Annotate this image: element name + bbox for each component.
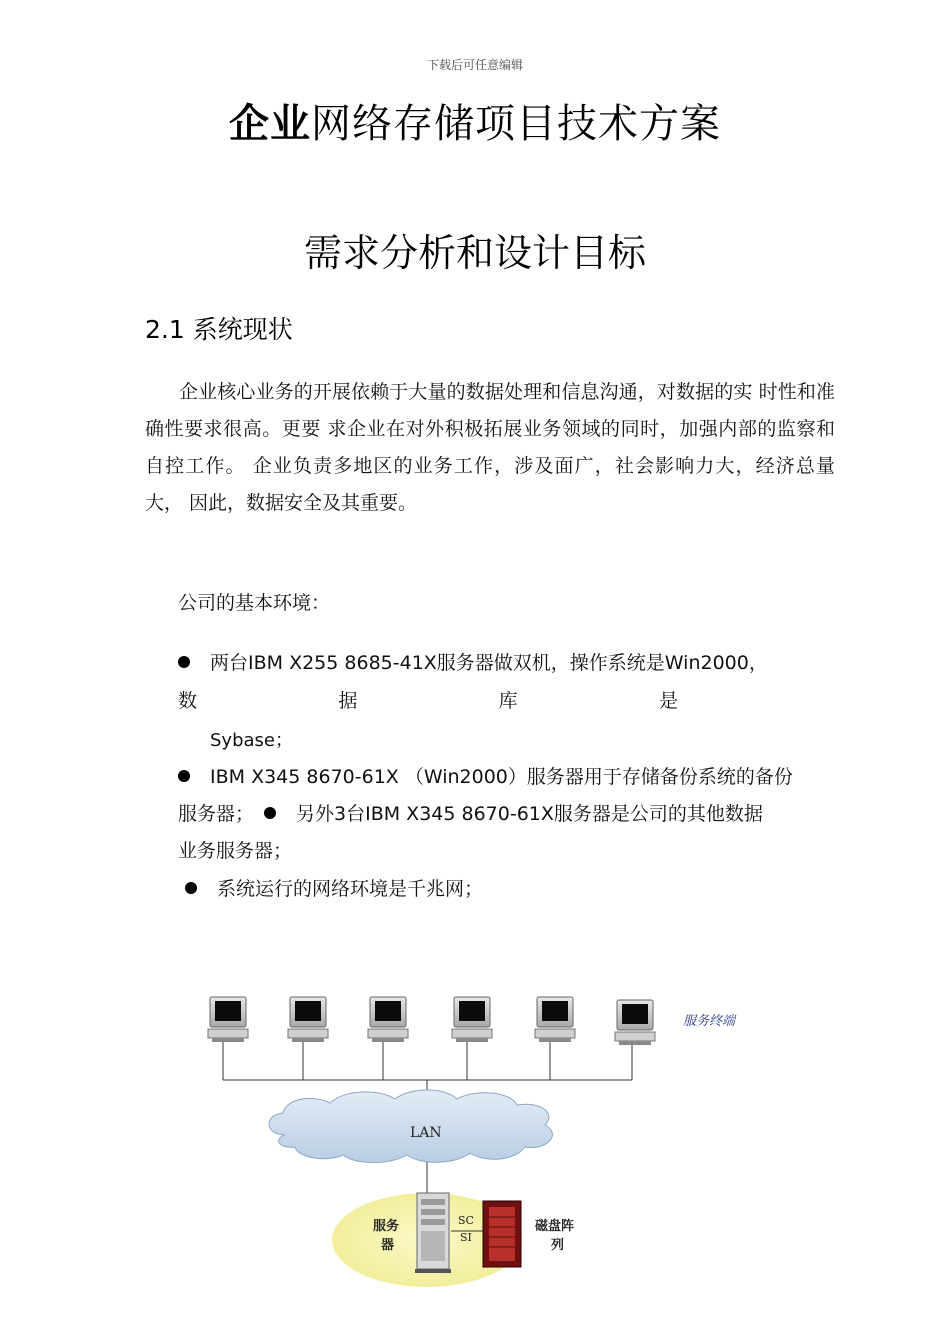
section-heading: 需求分析和设计目标 (303, 231, 646, 275)
terminal-pc-icon (615, 1000, 655, 1045)
terminal-pc-icon (452, 997, 492, 1042)
spaced-word: 库 (498, 690, 518, 712)
lan-label: LAN (410, 1125, 442, 1141)
spaced-word: 是 (658, 690, 678, 712)
terminal-label: 服务终端 (683, 1014, 736, 1029)
terminal-pc-icon (368, 997, 408, 1042)
title-bold-part: 企业 (229, 100, 311, 147)
terminal-pc-icon (535, 997, 575, 1042)
terminal-pc-icon (288, 997, 328, 1042)
spaced-word: 数 (178, 690, 198, 712)
title-rest: 网络存储项目技术方案 (311, 101, 721, 147)
document-title (0, 92, 950, 149)
bullet-item-2-continuation (178, 799, 763, 826)
scsi-label: SC (458, 1214, 474, 1227)
bullet-text: 系统运行的网络环境是千兆网； (217, 878, 484, 900)
bullet-dot-icon (178, 770, 190, 782)
bullet-item-3-continuation: 业务服务器； (178, 840, 293, 862)
bullet-item-1 (178, 648, 768, 675)
header-note: 下载后可任意编辑 (426, 58, 523, 72)
bullet-dot-icon (178, 656, 190, 668)
bullet-text: IBM X345 8670-61X （Win2000）服务器用于存储备份系统的备份 (210, 766, 793, 788)
bullet-text: 服务器； (178, 803, 255, 825)
bullet-item-1-continuation (178, 686, 678, 713)
network-diagram (195, 985, 795, 1295)
bullet-dot-icon (264, 807, 276, 819)
array-label: 磁盘阵 (535, 1219, 575, 1234)
subsection-heading: 2.1 系统现状 (145, 315, 293, 344)
environment-label: 公司的基本环境： (178, 592, 331, 614)
array-label-2: 列 (551, 1238, 565, 1253)
bullet-text: 另外3台IBM X345 8670-61X服务器是公司的其他数据 (296, 803, 763, 825)
bullet-item-1-tail: Sybase； (210, 730, 293, 751)
server-label: 服务 (373, 1219, 400, 1234)
server-label-2: 器 (381, 1238, 395, 1253)
disk-array-icon (483, 1201, 521, 1267)
terminal-pc-icon (208, 997, 248, 1042)
scsi-label-2: SI (460, 1231, 472, 1244)
spaced-word: 据 (338, 690, 358, 712)
bullet-item-2 (178, 762, 793, 789)
intro-paragraph: 企业核心业务的开展依赖于大量的数据处理和信息沟通，对数据的实 时性和准确性要求很高。更要 求企业在对外积极拓展业务领域的同时，加强内部的监察和自控工作。 企业负责多地区的业务工作，涉及面广，社会影响力大，经济总量大， 因此，数据安全及其重要。 (145, 381, 835, 514)
bullet-text: 两台IBM X255 8685-41X服务器做双机，操作系统是Win2000， (210, 652, 768, 674)
bullet-dot-icon (185, 882, 197, 894)
server-icon (415, 1193, 451, 1273)
bullet-item-4 (185, 874, 483, 901)
